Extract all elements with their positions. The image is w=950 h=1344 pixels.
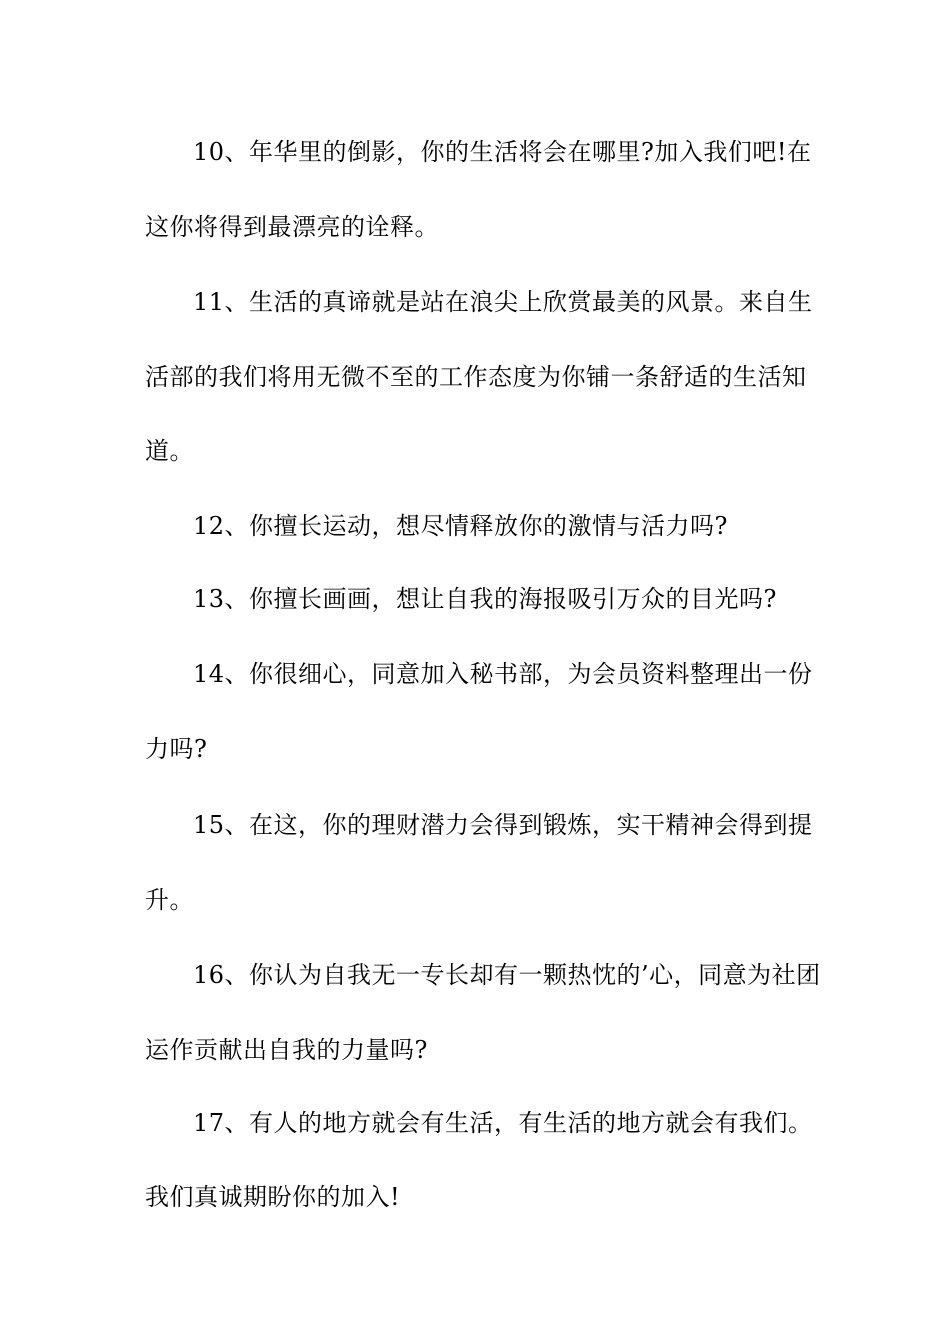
paragraph-16-line-1: 16、你认为自我无一专长却有一颗热忱的’心，同意为社团 (193, 961, 821, 989)
paragraph-11-line-1: 11、生活的真谛就是站在浪尖上欣赏最美的风景。来自生 (193, 288, 813, 316)
paragraph-15-line-1: 15、在这，你的理财潜力会得到锻炼，实干精神会得到提 (193, 811, 813, 839)
paragraph-16-line-2: 运作贡献出自我的力量吗? (145, 1036, 428, 1064)
paragraph-17-line-1: 17、有人的地方就会有生活，有生活的地方就会有我们。 (193, 1109, 813, 1137)
paragraph-10-line-2: 这你将得到最漂亮的诠释。 (145, 213, 439, 241)
paragraph-17-line-2: 我们真诚期盼你的加入! (145, 1183, 401, 1211)
paragraph-11-line-3: 道。 (145, 437, 194, 465)
paragraph-14-line-1: 14、你很细心，同意加入秘书部，为会员资料整理出一份 (193, 660, 813, 688)
paragraph-11-line-2: 活部的我们将用无微不至的工作态度为你铺一条舒适的生活知 (145, 363, 807, 391)
paragraph-14-line-2: 力吗? (145, 735, 208, 763)
paragraph-12-line-1: 12、你擅长运动，想尽情释放你的激情与活力吗? (193, 512, 728, 540)
paragraph-10-line-1: 10、年华里的倒影，你的生活将会在哪里?加入我们吧!在 (193, 138, 812, 166)
paragraph-15-line-2: 升。 (145, 886, 194, 914)
paragraph-13-line-1: 13、你擅长画画，想让自我的海报吸引万众的目光吗? (193, 585, 777, 613)
